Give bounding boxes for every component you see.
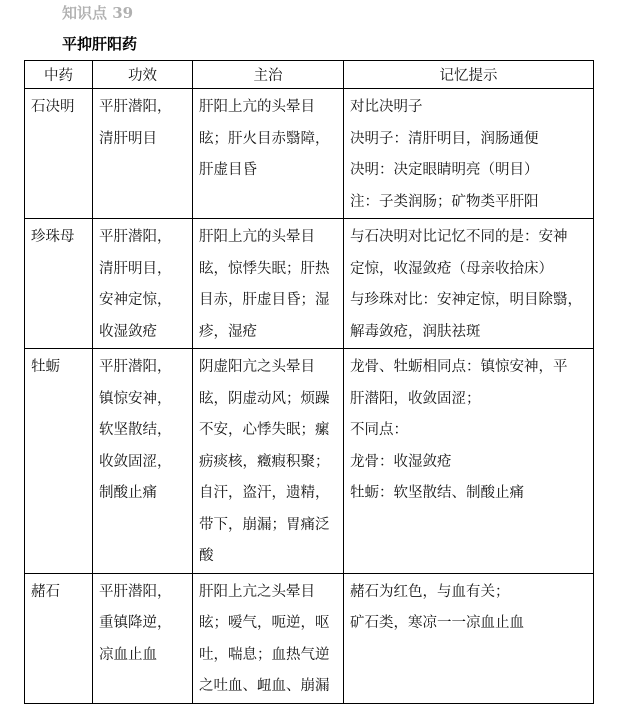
memory-cell <box>344 89 594 219</box>
effects-line: 制酸止痛 <box>99 485 157 501</box>
table-header-row <box>25 61 594 89</box>
effects-line: 收湿敛疮 <box>99 323 157 340</box>
indications-line: 肝虚目昏 <box>199 162 257 178</box>
effects-line: 平肝潜阳， <box>99 99 172 115</box>
memory-line: 与珍珠对比：安神定惊，明目除翳， <box>350 292 582 308</box>
knowledge-point-label: 知识点 39 <box>62 4 134 22</box>
effects-cell <box>93 573 193 703</box>
indications-line: 肝阳上亢之头晕目 <box>199 583 315 600</box>
memory-cell <box>344 219 594 349</box>
herb-name: 赭石 <box>31 583 60 600</box>
memory-cell <box>344 573 594 703</box>
indications-line: 眩；肝火目赤翳障， <box>199 130 330 147</box>
memory-line: 注：子类润肠；矿物类平肝阳 <box>350 193 539 210</box>
indications-line: 肝阳上亢的头晕目 <box>199 229 315 245</box>
memory-line: 决明子：清肝明目，润肠通便 <box>350 130 539 147</box>
column-header-memory: 记忆提示 <box>344 61 594 89</box>
column-header-effects: 功效 <box>93 61 193 89</box>
herb-table <box>24 60 594 704</box>
indications-line: 自汗，盗汗，遗精， <box>199 485 330 501</box>
memory-line: 赭石为红色，与血有关； <box>350 583 510 600</box>
effects-line: 收敛固涩， <box>99 453 172 470</box>
effects-line: 清肝明目 <box>99 130 157 147</box>
indications-cell <box>193 349 344 574</box>
memory-line: 对比决明子 <box>350 99 423 115</box>
effects-line: 重镇降逆， <box>99 615 172 631</box>
indications-line: 眩，阴虚动风；烦躁 <box>199 390 330 407</box>
herb-cell <box>25 349 93 574</box>
table-row <box>25 349 594 574</box>
herb-cell <box>25 573 93 703</box>
indications-line: 阴虚阳亢之头晕目 <box>199 359 315 375</box>
indications-line: 肝阳上亢的头晕目 <box>199 99 315 115</box>
effects-cell <box>93 89 193 219</box>
indications-line: 酸 <box>199 548 214 564</box>
indications-cell <box>193 573 344 703</box>
memory-line: 决明：决定眼睛明亮（明目） <box>350 162 539 178</box>
indications-line: 眩，惊悸失眠；肝热 <box>199 260 330 277</box>
indications-line: 不安，心悸失眠；瘰 <box>199 422 330 438</box>
indications-line: 带下，崩漏；胃痛泛 <box>199 516 330 533</box>
herb-name: 珍珠母 <box>31 229 75 245</box>
memory-line: 矿石类，寒凉一一凉血止血 <box>350 615 524 631</box>
indications-line: 疬痰核，癥瘕积聚； <box>199 453 330 470</box>
effects-line: 平肝潜阳， <box>99 229 172 245</box>
indications-line: 吐，喘息；血热气逆 <box>199 646 330 663</box>
herb-name: 石决明 <box>31 99 75 115</box>
table-row <box>25 219 594 349</box>
indications-cell <box>193 89 344 219</box>
memory-line: 不同点： <box>350 422 408 438</box>
effects-line: 清肝明目， <box>99 260 172 277</box>
indications-cell <box>193 219 344 349</box>
effects-line: 凉血止血 <box>99 646 157 663</box>
indications-line: 眩；嗳气，呃逆，呕 <box>199 615 330 631</box>
table-row <box>25 573 594 703</box>
effects-line: 平肝潜阳， <box>99 359 172 375</box>
effects-line: 镇惊安神， <box>99 390 172 407</box>
memory-line: 牡蛎：软坚散结、制酸止痛 <box>350 485 524 501</box>
memory-line: 龙骨、牡蛎相同点：镇惊安神，平 <box>350 359 568 375</box>
herb-cell <box>25 219 93 349</box>
effects-cell <box>93 219 193 349</box>
herb-name: 牡蛎 <box>31 359 60 375</box>
effects-line: 安神定惊， <box>99 292 172 308</box>
table-row <box>25 89 594 219</box>
effects-line: 软坚散结， <box>99 422 172 438</box>
column-header-indications: 主治 <box>193 61 344 89</box>
indications-line: 疹，湿疮 <box>199 323 257 340</box>
memory-line: 与石决明对比记忆不同的是：安神 <box>350 229 568 245</box>
effects-cell <box>93 349 193 574</box>
indications-line: 目赤，肝虚目昏；湿 <box>199 292 330 308</box>
indications-line: 之吐血、衄血、崩漏 <box>199 678 330 694</box>
memory-line: 解毒敛疮，润肤祛斑 <box>350 323 481 340</box>
memory-line: 肝潜阳，收敛固涩； <box>350 390 481 407</box>
effects-line: 平肝潜阳， <box>99 583 172 600</box>
memory-cell <box>344 349 594 574</box>
column-header-herb: 中药 <box>25 61 93 89</box>
section-title: 平抑肝阳药 <box>62 35 138 53</box>
memory-line: 定惊，收湿敛疮（母亲收拾床） <box>350 260 553 277</box>
memory-line: 龙骨：收湿敛疮 <box>350 453 452 470</box>
herb-cell <box>25 89 93 219</box>
